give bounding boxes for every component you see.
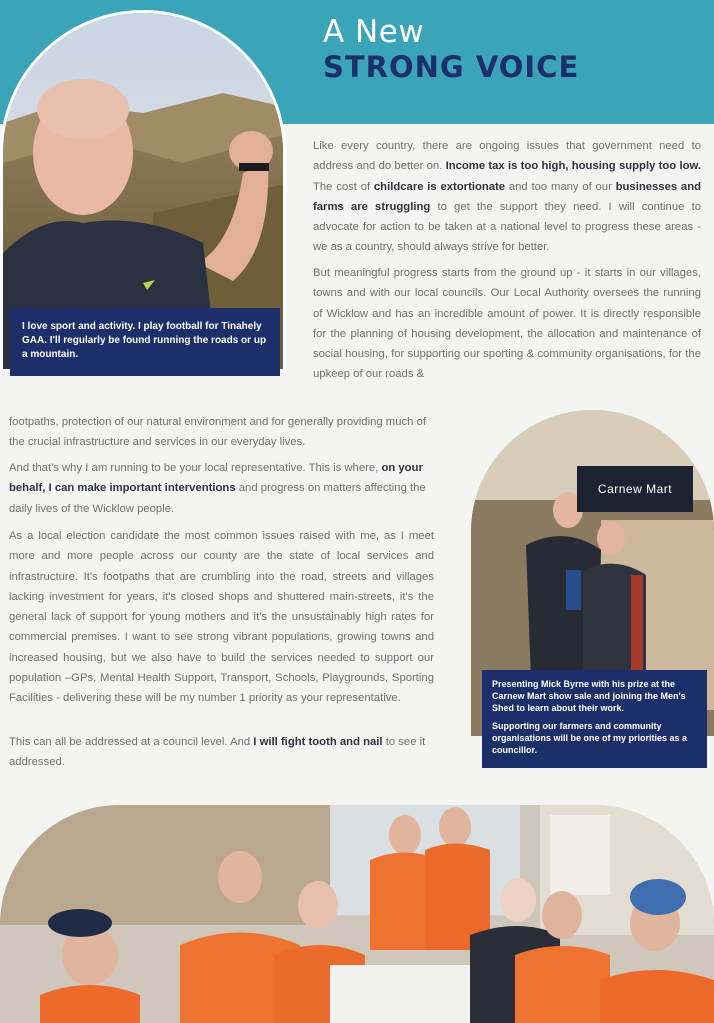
p6-bold1: I will fight tooth and nail xyxy=(253,736,383,748)
p4-text1: And that's why I am running to be your local representative. This is where, xyxy=(9,462,382,474)
mart-caption-line2: Supporting our farmers and community organisations will be one of my priorities as a councillor. xyxy=(492,721,688,755)
portrait-caption: I love sport and activity. I play football for Tinahely GAA. I'll regularly be found running the roads or up a mountain. xyxy=(10,308,280,376)
paragraph-common-issues: As a local election candidate the most common issues raised with me, as I meet more and more people across our county are the state of local services and infrastructure. It's footpaths that are crumbling into the road, streets and villages lacking investment for years, it's closed shops and shuttered main-streets, it's the general lack of support for young mothers and it's the unsustainably high rates for commercial premises. I want to see strong vibrant populations, growing towns and increased housing, but we also have to build the services needed to support our population –GPs, Mental Health Support, Transport, Schools, Playgrounds, Sporting Facilities - delivering these will be my number 1 priority as your representative. xyxy=(9,530,434,705)
p1-text4: to get the support they need. I will continue to advocate for action to be taken at a national level to progress these areas - we as a country, should always strive for better. xyxy=(313,200,701,254)
p4-text2: and progress on matters affecting the daily lives of the Wicklow people. xyxy=(9,482,426,515)
p1-bold3: businesses and farms are struggling xyxy=(313,180,701,213)
mart-sign: Carnew Mart xyxy=(577,466,693,512)
headline-line2: STRONG VOICE xyxy=(323,50,580,84)
p6-text2: to see it addressed. xyxy=(9,736,426,769)
p6-text1: This can all be addressed at a council level. And xyxy=(9,736,254,748)
p1-text1: Like every country, there are ongoing issues that government need to address and do better on. xyxy=(313,140,701,173)
p1-text2: The cost of xyxy=(313,180,374,193)
mart-caption-line1: Presenting Mick Byrne with his prize at the Carnew Mart show sale and joining the Men's Shed to learn about their work. xyxy=(492,679,686,713)
group-illustration xyxy=(0,805,714,1023)
p1-bold2: childcare is extortionate xyxy=(373,180,506,193)
group-photo xyxy=(0,805,714,1023)
paragraph-infrastructure: footpaths, protection of our natural environment and for generally providing much of the crucial infrastructure and services in our everyday lives. xyxy=(9,416,426,449)
paragraph-local-authority: But meaningful progress starts from the ground up - it starts in our villages, towns and with our local councils. Our Local Authority oversees the running of Wicklow and has an incredible amount of power. It is directly responsible for the planning of housing development, the allocation and maintenance of social housing, for supporting our sporting & community organisations, for the upkeep of our roads & xyxy=(313,267,701,381)
p1-bold1: Income tax is too high, housing supply too low. xyxy=(445,160,702,173)
paragraph-council-level xyxy=(9,732,434,773)
headline xyxy=(323,14,579,84)
headline-line1: A New xyxy=(323,14,425,50)
p1-text3: and too many of our xyxy=(505,180,616,193)
mart-caption xyxy=(482,670,707,768)
paragraph-issues xyxy=(313,136,701,258)
p4-bold1: on your behalf, I can make important interventions xyxy=(9,462,423,495)
paragraph-running xyxy=(9,458,434,519)
